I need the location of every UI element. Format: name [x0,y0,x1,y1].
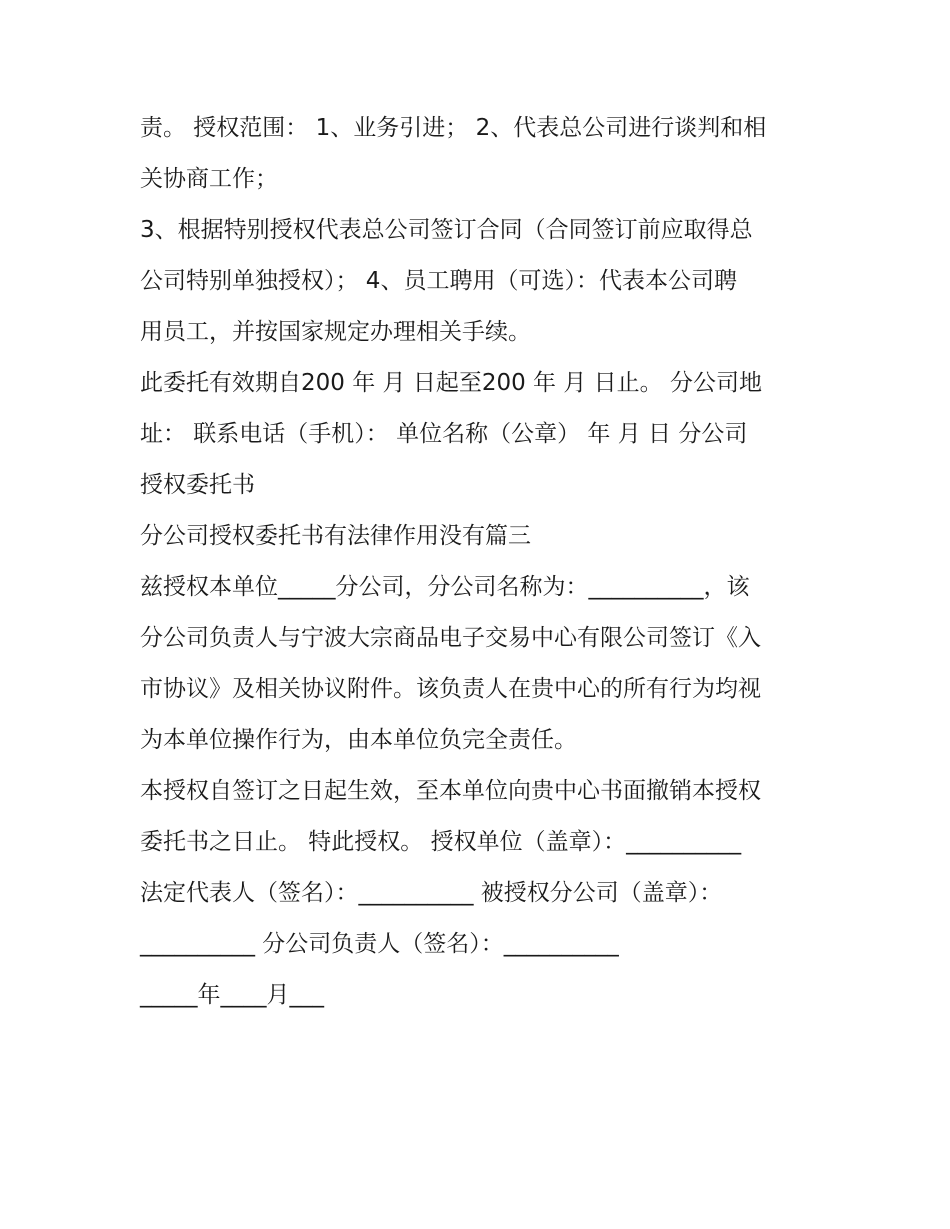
text-line-11: 分公司负责人与宁波大宗商品电子交易中心有限公司签订《入 [140,625,761,651]
text-line-5: 用员工，并按国家规定办理相关手续。 [140,319,531,345]
text-line-8: 授权委托书 [140,472,255,498]
text-line-10: 兹授权本单位_____分公司，分公司名称为：__________，该 [140,574,750,600]
text-line-6: 此委托有效期自200 年 月 日起至200 年 月 日止。 分公司地 [140,370,762,396]
text-line-1: 责。 授权范围： 1、业务引进； 2、代表总公司进行谈判和相 [140,115,767,141]
text-line-7: 址： 联系电话（手机）： 单位名称（公章） 年 月 日 分公司 [140,421,748,447]
text-line-12: 市协议》及相关协议附件。该负责人在贵中心的所有行为均视 [140,676,761,702]
date-line: _____年____月___ [140,982,324,1008]
text-line-14: 本授权自签订之日起生效，至本单位向贵中心书面撤销本授权 [140,778,761,804]
section-title: 分公司授权委托书有法律作用没有篇三 [140,523,531,549]
text-line-15: 委托书之日止。 特此授权。 授权单位（盖章）：__________ [140,829,742,855]
text-line-2: 关协商工作； [140,166,278,192]
text-line-16: 法定代表人（签名）：__________ 被授权分公司（盖章）： [140,880,723,906]
text-line-17: __________ 分公司负责人（签名）：__________ [140,931,619,957]
text-line-4: 公司特别单独授权）； 4、员工聘用（可选）：代表本公司聘 [140,268,737,294]
text-line-13: 为本单位操作行为，由本单位负完全责任。 [140,727,577,753]
document-body [140,103,820,1021]
text-line-3: 3、根据特别授权代表总公司签订合同（合同签订前应取得总 [140,217,753,243]
